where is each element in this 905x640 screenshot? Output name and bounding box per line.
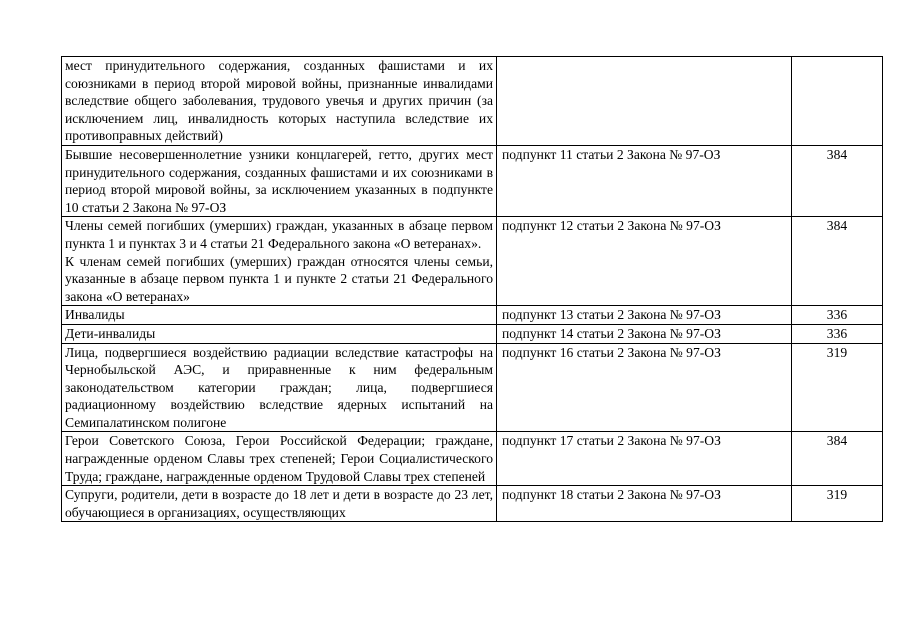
category-description: Инвалиды	[62, 306, 497, 325]
category-description: Супруги, родители, дети в возрасте до 18 лет и дети в возрасте до 23 лет, обучающиеся в организациях, осуществляющих	[62, 486, 497, 522]
category-description: Герои Советского Союза, Герои Российской Федерации; граждане, награжденные орденом Славы трех степеней; Герои Социалистического Труда; граждане, награжденные орденом Трудовой Славы трех степеней	[62, 432, 497, 486]
description-paragraph-1: Члены семей погибших (умерших) граждан, указанных в абзаце первом пункта 1 и пунктах 3 и 4 статьи 21 Федерального закона «О ветеранах».	[65, 218, 493, 251]
legal-reference: подпункт 14 статьи 2 Закона № 97-ОЗ	[497, 324, 792, 343]
description-paragraph-2: К членам семей погибших (умерших) граждан относятся члены семьи, указанные в абзаце первом пункта 1 и пункте 2 статьи 21 Федерального закона «О ветеранах»	[65, 253, 493, 304]
legal-reference: подпункт 18 статьи 2 Закона № 97-ОЗ	[497, 486, 792, 522]
category-description: мест принудительного содержания, созданных фашистами и их союзниками в период второй мировой войны, признанные инвалидами вследствие общего заболевания, трудового увечья и других причин (за исключением лиц, инвалидность которых наступила вследствие их противоправных действий)	[62, 57, 497, 146]
table-row	[62, 57, 883, 146]
category-description	[62, 217, 497, 306]
legal-reference	[497, 57, 792, 146]
table-row	[62, 217, 883, 306]
legal-reference: подпункт 12 статьи 2 Закона № 97-ОЗ	[497, 217, 792, 306]
amount-value: 384	[792, 145, 883, 216]
table-row	[62, 324, 883, 343]
category-description: Лица, подвергшиеся воздействию радиации вследствие катастрофы на Чернобыльской АЭС, и приравненные к ним федеральным законодательством категории граждан; лица, подвергшиеся радиационному воздействию вследствие ядерных испытаний на Семипалатинском полигоне	[62, 343, 497, 432]
amount-value: 384	[792, 432, 883, 486]
legal-reference: подпункт 16 статьи 2 Закона № 97-ОЗ	[497, 343, 792, 432]
amount-value	[792, 57, 883, 146]
benefits-table	[61, 56, 883, 522]
legal-reference: подпункт 13 статьи 2 Закона № 97-ОЗ	[497, 306, 792, 325]
document-page	[61, 56, 882, 522]
legal-reference: подпункт 11 статьи 2 Закона № 97-ОЗ	[497, 145, 792, 216]
table-row	[62, 432, 883, 486]
table-row	[62, 145, 883, 216]
table-row	[62, 343, 883, 432]
amount-value: 336	[792, 324, 883, 343]
amount-value: 319	[792, 486, 883, 522]
category-description: Дети-инвалиды	[62, 324, 497, 343]
amount-value: 319	[792, 343, 883, 432]
legal-reference: подпункт 17 статьи 2 Закона № 97-ОЗ	[497, 432, 792, 486]
table-row	[62, 486, 883, 522]
table-row	[62, 306, 883, 325]
amount-value: 384	[792, 217, 883, 306]
amount-value: 336	[792, 306, 883, 325]
category-description: Бывшие несовершеннолетние узники концлагерей, гетто, других мест принудительного содержания, созданных фашистами и их союзниками в период второй мировой войны, за исключением указанных в подпункте 10 статьи 2 Закона № 97-ОЗ	[62, 145, 497, 216]
